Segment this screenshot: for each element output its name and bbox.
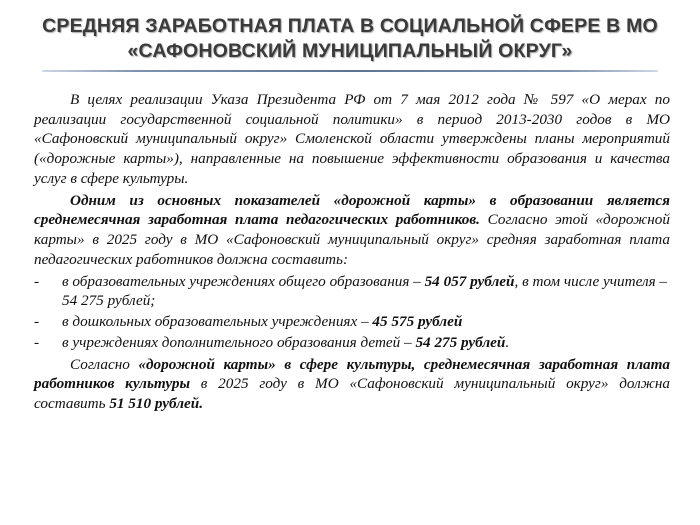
bullet-list [34,272,670,353]
list-item [34,272,670,312]
list-item-text-before: в учреждениях дополнительного образования детей – [62,333,416,351]
paragraph-intro [34,90,670,189]
paragraph-culture-bold: «дорожной карты» в сфере культуры, среднемесячная заработная плата работников культуры [34,355,670,393]
list-item-text-before: в дошкольных образовательных учреждениях – [62,313,373,331]
list-item [34,333,670,353]
bullet-dash: - [34,333,40,351]
slide-body [0,72,700,414]
list-item [34,312,670,332]
list-item-value: 45 575 рублей [372,313,463,331]
list-item-text-after: , в том числе учителя – 54 275 рублей; [62,272,668,310]
paragraph-culture-value: 51 510 рублей. [109,395,203,413]
title-block [0,0,700,72]
list-item-value: 54 057 рублей [424,272,515,290]
list-item-text-after: . [505,333,510,351]
bullet-dash: - [34,313,40,331]
page-title: СРЕДНЯЯ ЗАРАБОТНАЯ ПЛАТА В СОЦИАЛЬНОЙ СФЕРЕ В МО «САФОНОВСКИЙ МУНИЦИПАЛЬНЫЙ ОКРУГ» [42,15,658,62]
list-item-value: 54 275 рублей [415,333,506,351]
paragraph-culture-rest: в 2025 году в МО «Сафоновский муниципальный округ» должна составить [34,375,670,413]
paragraph-education [34,191,670,270]
paragraph-education-lead: Одним из основных показателей «дорожной карты» в образовании является среднемесячная заработная плата педагогических работников. [34,191,670,229]
paragraph-intro-text: В целях реализации Указа Президента РФ от 7 мая 2012 года № 597 «О мерах по реализации государственной социальной политики» в период 2013-2030 годов в МО «Сафоновский муниципальный округ» Смоленской области утверждены планы мероприятий («дорожные карты»), направленные на повышение эффективности образования и качества услуг в сфере культуры. [34,90,670,187]
paragraph-culture-lead: Согласно [70,355,139,373]
list-item-text-before: в образовательных учреждениях общего образования – [62,272,425,290]
bullet-dash: - [34,272,40,290]
paragraph-culture [34,355,670,414]
paragraph-education-rest: Согласно этой «дорожной карты» в 2025 году в МО «Сафоновский муниципальный округ» средняя заработная плата педагогических работников должна составить: [34,211,670,268]
